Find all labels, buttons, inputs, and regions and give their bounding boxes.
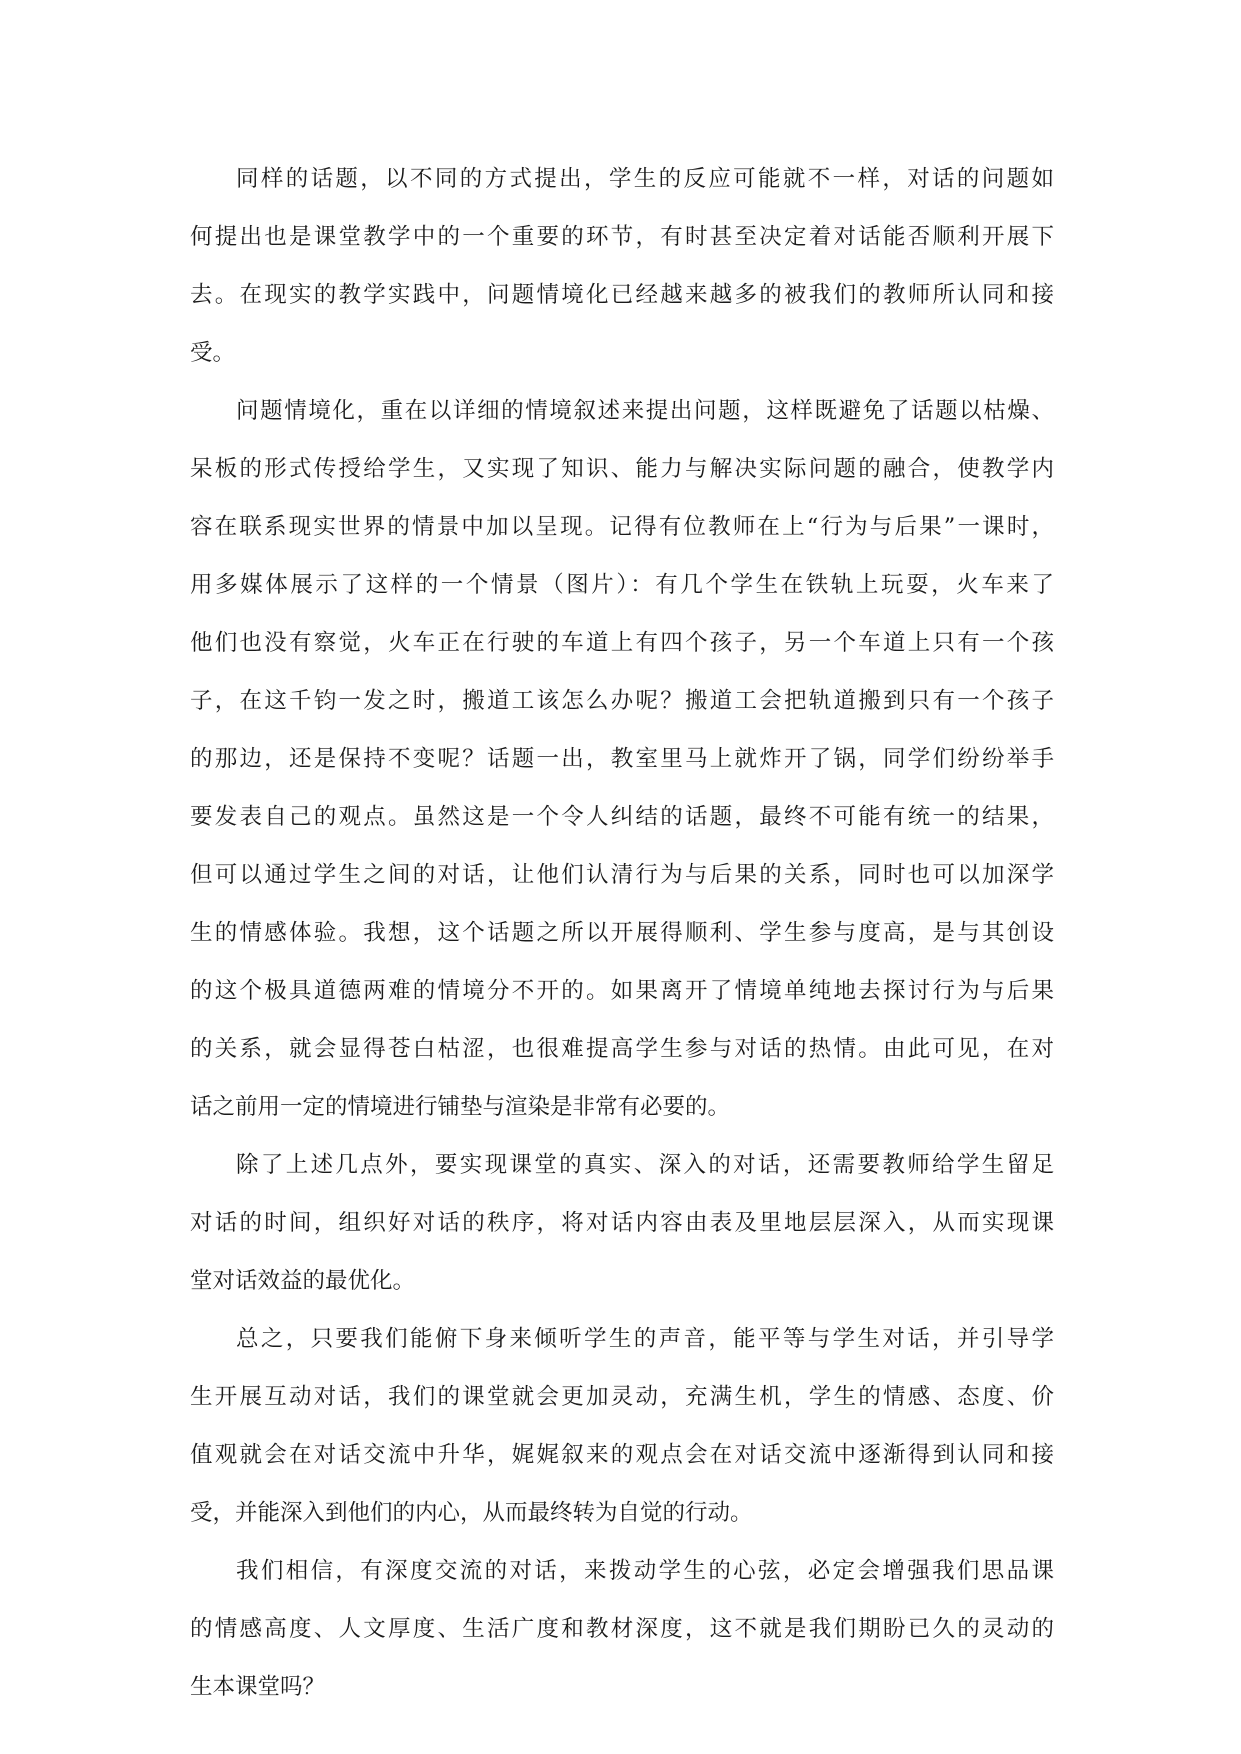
paragraph-5	[190, 1542, 1054, 1716]
text-line: 堂对话效益的最优化。	[190, 1268, 416, 1294]
text-line: 的这个极具道德两难的情境分不开的。如果离开了情境单纯地去探讨行为与后果	[190, 978, 1054, 1004]
text-line: 子，在这千钧一发之时，搬道工该怎么办呢？搬道工会把轨道搬到只有一个孩子	[190, 688, 1054, 714]
text-line: 去。在现实的教学实践中，问题情境化已经越来越多的被我们的教师所认同和接	[190, 282, 1054, 308]
text-line: 总之，只要我们能俯下身来倾听学生的声音，能平等与学生对话，并引导学	[236, 1326, 1054, 1352]
text-line: 的关系，就会显得苍白枯涩，也很难提高学生参与对话的热情。由此可见，在对	[190, 1036, 1054, 1062]
paragraph-4	[190, 1310, 1054, 1542]
text-line: 我们相信，有深度交流的对话，来拨动学生的心弦，必定会增强我们思品课	[236, 1558, 1054, 1584]
text-line: 的那边，还是保持不变呢？话题一出，教室里马上就炸开了锅，同学们纷纷举手	[190, 746, 1054, 772]
text-line: 呆板的形式传授给学生，又实现了知识、能力与解决实际问题的融合，使教学内	[190, 456, 1054, 482]
text-line: 用多媒体展示了这样的一个情景（图片）：有几个学生在铁轨上玩耍，火车来了	[190, 572, 1054, 598]
text-line: 生开展互动对话，我们的课堂就会更加灵动，充满生机，学生的情感、态度、价	[190, 1384, 1054, 1410]
paragraph-3	[190, 1136, 1054, 1310]
text-line: 受。	[190, 340, 236, 366]
text-line: 除了上述几点外，要实现课堂的真实、深入的对话，还需要教师给学生留足	[236, 1152, 1054, 1178]
text-line: 对话的时间，组织好对话的秩序，将对话内容由表及里地层层深入，从而实现课	[190, 1210, 1054, 1236]
paragraph-2	[190, 382, 1054, 1136]
text-line: 生本课堂吗？	[190, 1674, 326, 1700]
paragraph-1	[190, 150, 1054, 382]
text-line: 但可以通过学生之间的对话，让他们认清行为与后果的关系，同时也可以加深学	[190, 862, 1054, 888]
text-line: 容在联系现实世界的情景中加以呈现。记得有位教师在上“行为与后果”一课时，	[190, 514, 1054, 540]
text-line: 的情感高度、人文厚度、生活广度和教材深度，这不就是我们期盼已久的灵动的	[190, 1616, 1054, 1642]
text-line: 要发表自己的观点。虽然这是一个令人纠结的话题，最终不可能有统一的结果，	[190, 804, 1054, 830]
text-line: 同样的话题，以不同的方式提出，学生的反应可能就不一样，对话的问题如	[236, 166, 1054, 192]
document-body	[190, 150, 1054, 1716]
text-line: 他们也没有察觉，火车正在行驶的车道上有四个孩子，另一个车道上只有一个孩	[190, 630, 1054, 656]
text-line: 话之前用一定的情境进行铺垫与渲染是非常有必要的。	[190, 1094, 731, 1120]
text-line: 生的情感体验。我想，这个话题之所以开展得顺利、学生参与度高，是与其创设	[190, 920, 1054, 946]
text-line: 值观就会在对话交流中升华，娓娓叙来的观点会在对话交流中逐渐得到认同和接	[190, 1442, 1054, 1468]
text-line: 何提出也是课堂教学中的一个重要的环节，有时甚至决定着对话能否顺利开展下	[190, 224, 1054, 250]
text-line: 问题情境化，重在以详细的情境叙述来提出问题，这样既避免了话题以枯燥、	[236, 398, 1054, 424]
text-line: 受，并能深入到他们的内心，从而最终转为自觉的行动。	[190, 1500, 753, 1526]
